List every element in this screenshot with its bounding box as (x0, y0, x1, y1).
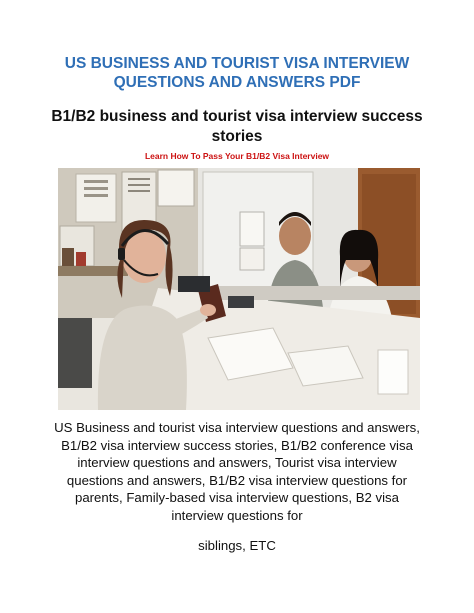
body-paragraph-tail: siblings, ETC (198, 538, 276, 553)
visa-interview-photo (58, 168, 420, 410)
promo-link[interactable]: Learn How To Pass Your B1/B2 Visa Interview (144, 151, 330, 161)
document-subtitle: B1/B2 business and tourist visa interview success stories (51, 108, 423, 145)
document-title: US BUSINESS AND TOURIST VISA INTERVIEW QUESTIONS AND ANSWERS PDF (64, 55, 410, 91)
body-paragraph: US Business and tourist visa interview questions and answers, B1/B2 visa interview success stories, B1/B2 conference visa interview questions and answers, Tourist visa interview questions and answers, B1/B2 visa interview questions for parents, Family-based visa interview questions, B2 visa interview questions for (54, 420, 420, 523)
